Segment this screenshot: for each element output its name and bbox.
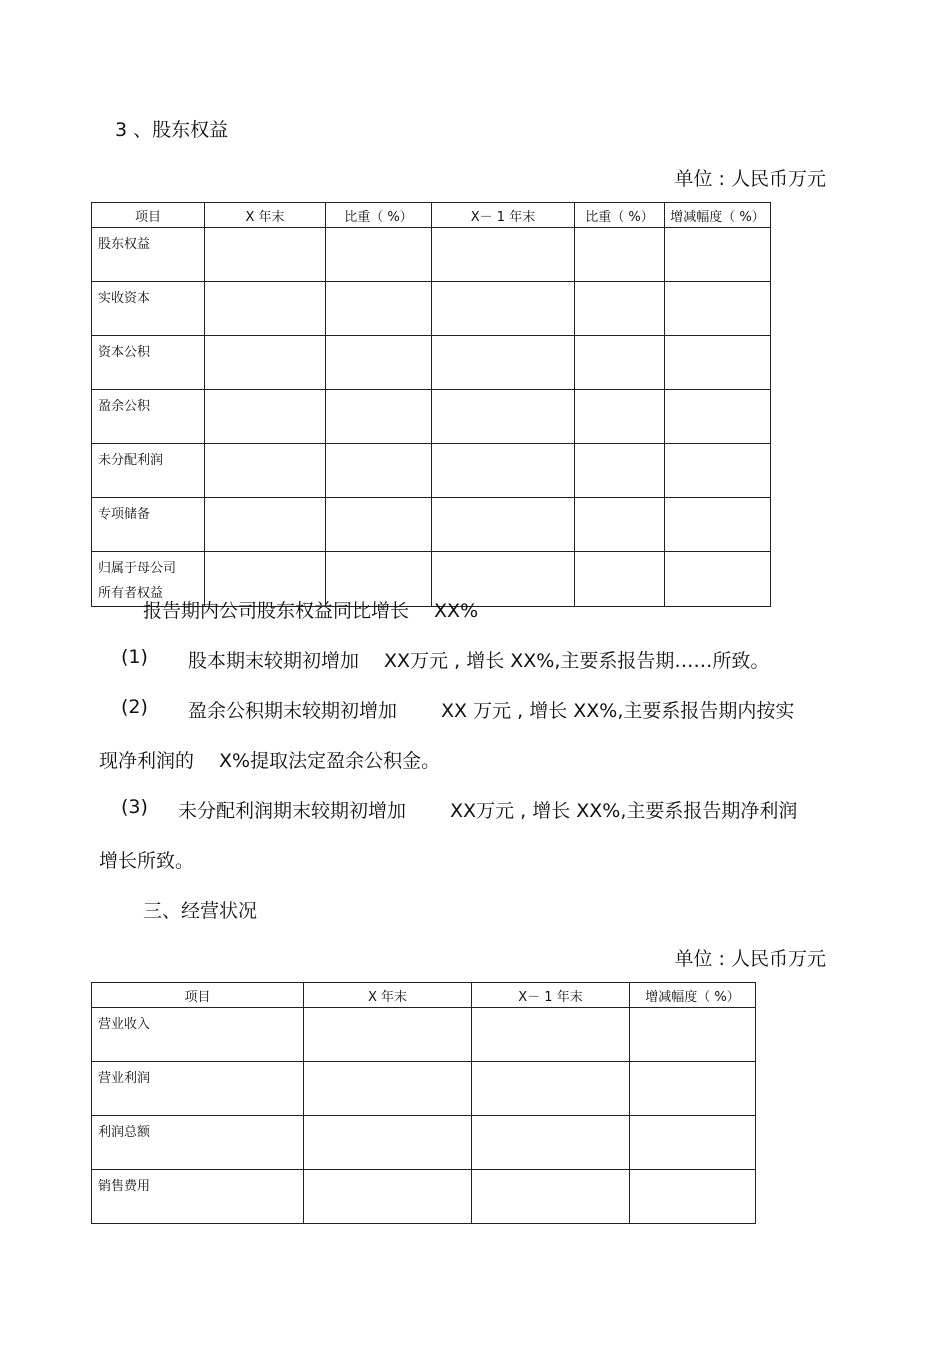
table-cell <box>472 1008 630 1062</box>
table-cell <box>575 498 665 552</box>
table-row <box>92 498 771 552</box>
table-cell <box>326 336 432 390</box>
row-label: 营业利润 <box>92 1062 304 1116</box>
column-header: 比重（ %） <box>575 203 665 228</box>
table-row <box>92 1008 756 1062</box>
row-label: 资本公积 <box>92 336 205 390</box>
column-header: 项目 <box>92 983 304 1008</box>
table-cell <box>630 1170 756 1224</box>
item-text: 盈余公积期末较期初增加 XX 万元 , 增长 XX%,主要系报告期内按实 <box>188 700 795 722</box>
table-cell <box>304 1170 472 1224</box>
table-cell <box>472 1170 630 1224</box>
operations-table <box>91 982 756 1224</box>
column-header: X 年末 <box>304 983 472 1008</box>
item-text: 未分配利润期末较期初增加 XX万元 , 增长 XX%,主要系报告期净利润 <box>178 800 798 822</box>
item-number: (3) <box>121 796 148 818</box>
table-cell <box>326 498 432 552</box>
table-cell <box>665 390 771 444</box>
column-header: 增减幅度（ %） <box>630 983 756 1008</box>
table-cell <box>205 498 326 552</box>
table-cell <box>630 1062 756 1116</box>
table-cell <box>432 498 575 552</box>
row-label: 盈余公积 <box>92 390 205 444</box>
table-cell <box>205 228 326 282</box>
row-label: 股东权益 <box>92 228 205 282</box>
table-cell <box>665 282 771 336</box>
column-header: X 年末 <box>205 203 326 228</box>
table-cell <box>630 1116 756 1170</box>
table-cell <box>665 552 771 607</box>
section-heading-equity: 3 、股东权益 <box>115 119 229 141</box>
table-cell <box>472 1116 630 1170</box>
row-label-line: 归属于母公司 <box>98 561 177 576</box>
table-cell <box>575 228 665 282</box>
unit-label: 单位 : 人民币万元 <box>674 948 826 970</box>
table-row <box>92 1062 756 1116</box>
section-heading-operations: 三、经营状况 <box>143 900 258 922</box>
table-cell <box>665 336 771 390</box>
table-cell <box>630 1008 756 1062</box>
item-text-continued: 增长所致。 <box>99 850 195 872</box>
row-label: 营业收入 <box>92 1008 304 1062</box>
table-cell <box>304 1116 472 1170</box>
table-row <box>92 336 771 390</box>
table-cell <box>575 336 665 390</box>
table-cell <box>575 390 665 444</box>
table-header-row <box>92 203 771 228</box>
table-cell <box>304 1008 472 1062</box>
table-cell <box>575 282 665 336</box>
table-cell <box>326 282 432 336</box>
table-row <box>92 390 771 444</box>
table-row <box>92 228 771 282</box>
table-cell <box>205 282 326 336</box>
table-cell <box>575 444 665 498</box>
column-header: X－ 1 年末 <box>432 203 575 228</box>
table-cell <box>432 228 575 282</box>
row-label: 未分配利润 <box>92 444 205 498</box>
column-header: 增减幅度（ %） <box>665 203 771 228</box>
row-label: 实收资本 <box>92 282 205 336</box>
table-cell <box>665 228 771 282</box>
table-cell <box>205 390 326 444</box>
item-number: (2) <box>121 696 148 718</box>
table-row <box>92 1170 756 1224</box>
summary-text: 报告期内公司股东权益同比增长 XX% <box>143 600 479 622</box>
table-row <box>92 444 771 498</box>
table-cell <box>472 1062 630 1116</box>
table-cell <box>432 444 575 498</box>
row-label: 利润总额 <box>92 1116 304 1170</box>
table-cell <box>575 552 665 607</box>
column-header: 项目 <box>92 203 205 228</box>
column-header: 比重（ %） <box>326 203 432 228</box>
equity-table <box>91 202 771 607</box>
table-header-row <box>92 983 756 1008</box>
table-cell <box>432 336 575 390</box>
table-cell <box>205 444 326 498</box>
column-header: X－ 1 年末 <box>472 983 630 1008</box>
table-cell <box>205 336 326 390</box>
table-cell <box>665 498 771 552</box>
item-number: (1) <box>121 646 148 668</box>
row-label: 专项储备 <box>92 498 205 552</box>
table-cell <box>326 228 432 282</box>
row-label: 销售费用 <box>92 1170 304 1224</box>
row-label-line: 所有者权益 <box>98 586 164 601</box>
table-cell <box>432 390 575 444</box>
table-cell <box>326 444 432 498</box>
table-cell <box>432 282 575 336</box>
unit-label: 单位 : 人民币万元 <box>674 168 826 190</box>
item-text: 股本期末较期初增加 XX万元 , 增长 XX%,主要系报告期……所致。 <box>188 650 770 672</box>
item-text-continued: 现净利润的 X%提取法定盈余公积金。 <box>99 750 441 772</box>
table-cell <box>326 390 432 444</box>
table-cell <box>665 444 771 498</box>
table-row <box>92 1116 756 1170</box>
table-cell <box>304 1062 472 1116</box>
table-row <box>92 282 771 336</box>
